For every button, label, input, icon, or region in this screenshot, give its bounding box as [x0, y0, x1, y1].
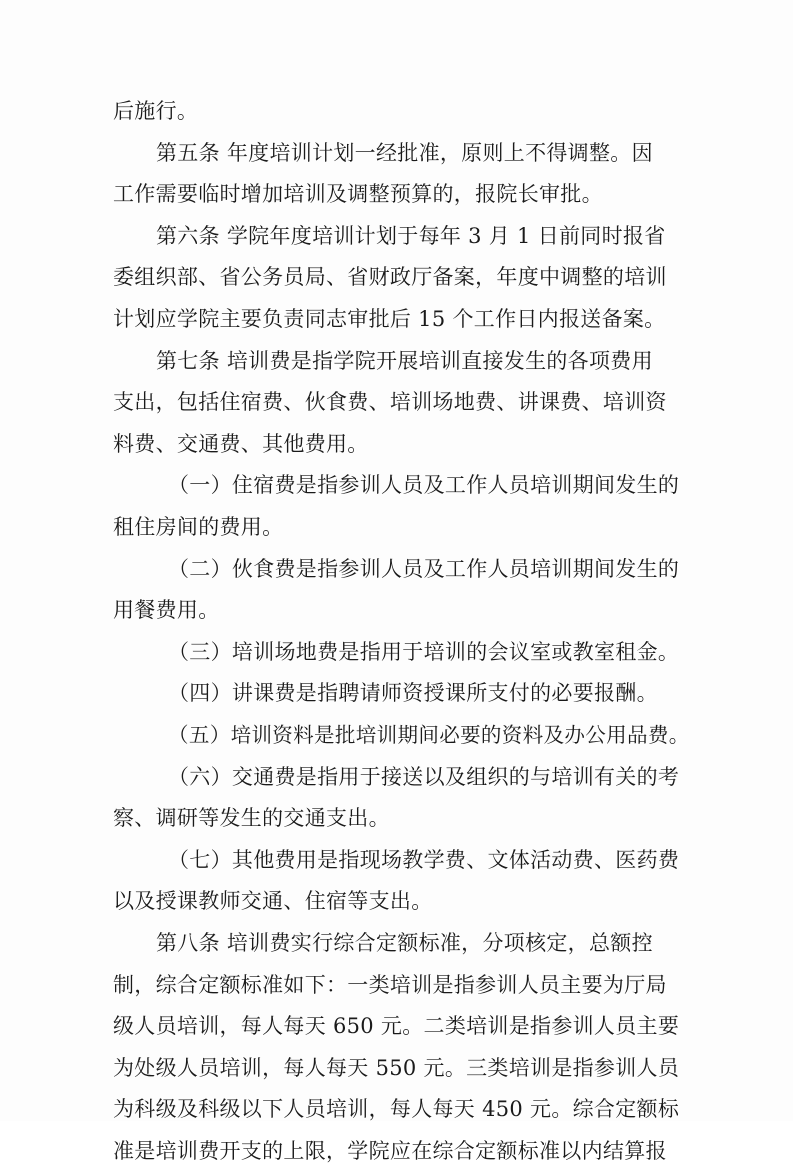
text-line-1: 后施行。 [113, 99, 199, 123]
item-5-line: （五）培训资料是批培训期间必要的资料及办公用品费。 [168, 723, 690, 747]
text-line-25: 为科级及科级以下人员培训，每人每天 450 元。综合定额标 [113, 1097, 680, 1121]
item-7-line: （七）其他费用是指现场教学费、文体活动费、医药费 [168, 848, 680, 872]
text-line-18: 察、调研等发生的交通支出。 [113, 806, 390, 830]
text-line-26: 准是培训费开支的上限，学院应在综合定额标准以内结算报 [113, 1139, 667, 1163]
article-5-heading-line: 第五条 年度培训计划一经批准，原则上不得调整。因 [156, 141, 653, 165]
text-line-24: 为处级人员培训，每人每天 550 元。三类培训是指参训人员 [113, 1056, 680, 1080]
text-line-23: 级人员培训，每人每天 650 元。二类培训是指参训人员主要 [113, 1014, 680, 1038]
text-line-5: 委组织部、省公务员局、省财政厅备案，年度中调整的培训 [113, 265, 667, 289]
text-line-6: 计划应学院主要负责同志审批后 15 个工作日内报送备案。 [113, 307, 666, 331]
text-line-13: 用餐费用。 [113, 598, 220, 622]
item-1-line: （一）住宿费是指参训人员及工作人员培训期间发生的 [168, 473, 680, 497]
text-line-8: 支出，包括住宿费、伙食费、培训场地费、讲课费、培训资 [113, 390, 667, 414]
item-2-line: （二）伙食费是指参训人员及工作人员培训期间发生的 [168, 557, 680, 581]
text-line-9: 料费、交通费、其他费用。 [113, 432, 369, 456]
article-6-heading-line: 第六条 学院年度培训计划于每年 3 月 1 日前同时报省 [156, 224, 666, 248]
item-4-line: （四）讲课费是指聘请师资授课所支付的必要报酬。 [168, 681, 658, 705]
text-line-20: 以及授课教师交通、住宿等支出。 [113, 889, 433, 913]
text-line-22: 制，综合定额标准如下：一类培训是指参训人员主要为厅局 [113, 973, 667, 997]
item-6-line: （六）交通费是指用于接送以及组织的与培训有关的考 [168, 765, 680, 789]
article-8-heading-line: 第八条 培训费实行综合定额标准，分项核定，总额控 [156, 931, 653, 955]
text-line-3: 工作需要临时增加培训及调整预算的，报院长审批。 [113, 182, 603, 206]
text-line-11: 租住房间的费用。 [113, 515, 284, 539]
item-3-line: （三）培训场地费是指用于培训的会议室或教室租金。 [168, 640, 680, 664]
article-7-heading-line: 第七条 培训费是指学院开展培训直接发生的各项费用 [156, 349, 653, 373]
